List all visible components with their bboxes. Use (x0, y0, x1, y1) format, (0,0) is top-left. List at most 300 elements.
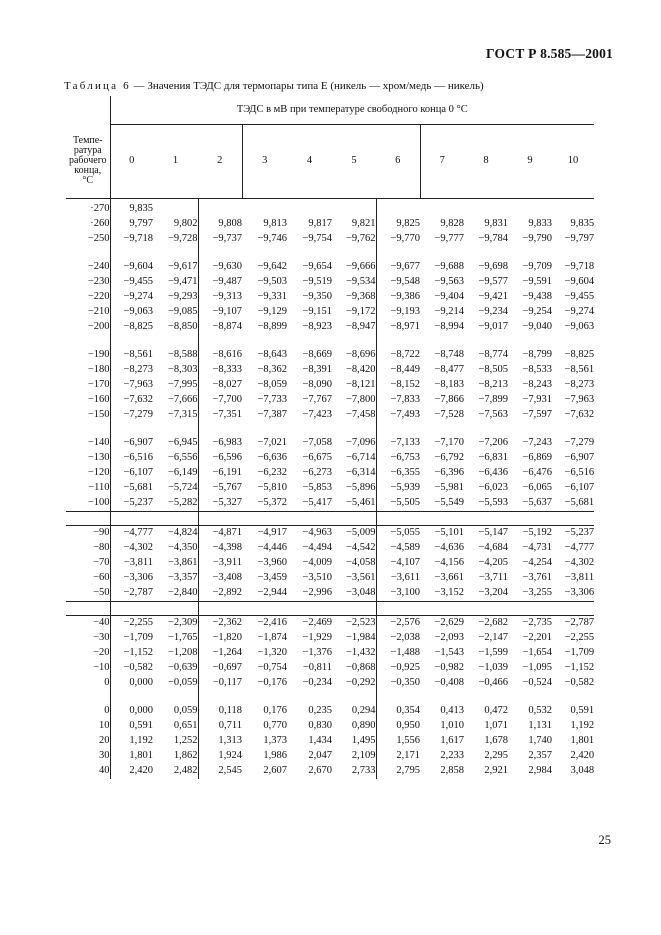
emf-cell: 1,071 (484, 719, 508, 731)
emf-cell: −9,688 (434, 260, 464, 272)
emf-cell: −9,728 (167, 232, 198, 244)
separator-cell (376, 335, 420, 348)
separator-cell (420, 601, 464, 615)
column-header: 9 (508, 125, 552, 199)
temperature-cell: −50 (66, 586, 110, 602)
separator-cell (552, 335, 594, 348)
emf-cell: −4,636 (434, 541, 464, 553)
temperature-cell: −90 (66, 525, 110, 541)
temperature-cell: −140 (66, 436, 110, 451)
temperature-cell: −220 (66, 290, 110, 305)
separator-cell (110, 423, 153, 436)
emf-cell: 9,831 (484, 217, 508, 229)
emf-cell: −0,524 (522, 676, 552, 688)
emf-cell: −9,534 (345, 275, 376, 287)
emf-cell: −7,387 (257, 408, 287, 420)
emf-cell: 9,813 (263, 217, 287, 229)
separator-cell (287, 335, 332, 348)
table-row (66, 232, 594, 247)
emf-cell: −6,107 (123, 466, 153, 478)
emf-cell: −9,172 (345, 305, 376, 317)
emf-cell: −9,630 (198, 260, 242, 275)
emf-cell (153, 198, 198, 217)
table-row (66, 676, 594, 691)
emf-cell: 9,835 (129, 202, 153, 214)
emf-cell: −1,152 (564, 661, 595, 673)
emf-cell: −5,055 (376, 525, 420, 541)
emf-cell: 0,059 (173, 704, 198, 716)
separator-cell (376, 511, 420, 525)
emf-cell: 0,890 (351, 719, 376, 731)
emf-cell: 1,434 (308, 734, 332, 746)
emf-cell: −7,315 (167, 408, 198, 420)
temperature-cell: −190 (66, 348, 110, 363)
emf-cell: −1,874 (257, 631, 287, 643)
emf-cell: −3,357 (167, 571, 198, 583)
emf-cell: −6,476 (522, 466, 552, 478)
emf-cell: −1,599 (478, 646, 508, 658)
emf-cell: −4,824 (167, 526, 198, 538)
temperature-cell: −160 (66, 393, 110, 408)
emf-cell: −7,733 (257, 393, 287, 405)
emf-cell: −2,682 (478, 616, 508, 628)
emf-cell: −9,577 (478, 275, 508, 287)
separator-cell (287, 601, 332, 615)
column-header: 5 (332, 125, 376, 199)
emf-cell: −1,432 (345, 646, 376, 658)
emf-cell: −1,320 (257, 646, 287, 658)
temperature-cell: −250 (66, 232, 110, 247)
emf-cell: −7,279 (123, 408, 153, 420)
emf-cell: 2,233 (440, 749, 464, 761)
emf-cell: −7,096 (345, 436, 376, 448)
separator-cell (376, 691, 420, 704)
emf-cell: −5,549 (434, 496, 464, 508)
table-row (66, 615, 594, 631)
temperature-cell: −100 (66, 496, 110, 512)
emf-cell: −6,273 (302, 466, 332, 478)
emf-cell: −8,152 (376, 378, 420, 393)
emf-cell: −2,735 (522, 616, 552, 628)
emf-cell: −1,208 (167, 646, 198, 658)
temperature-header-line: °С (82, 175, 94, 186)
temperature-cell: 10 (66, 719, 110, 734)
emf-cell: −6,983 (198, 436, 242, 451)
emf-cell: −9,718 (564, 260, 595, 272)
table-row (66, 541, 594, 556)
emf-cell: −2,201 (522, 631, 552, 643)
emf-cell: −9,591 (522, 275, 552, 287)
emf-cell: −3,152 (434, 586, 464, 598)
emf-cell: −5,981 (434, 481, 464, 493)
emf-cell: 0,950 (376, 719, 420, 734)
emf-cell: −8,243 (522, 378, 552, 390)
separator-cell (110, 511, 153, 525)
emf-cell: −6,596 (198, 451, 242, 466)
emf-cell: −9,151 (302, 305, 332, 317)
emf-cell: −8,090 (302, 378, 332, 390)
emf-cell: −7,170 (434, 436, 464, 448)
emf-cell: −2,255 (564, 631, 595, 643)
emf-cell: −0,292 (345, 676, 376, 688)
emf-cell: −5,767 (198, 481, 242, 496)
emf-cell: −4,156 (434, 556, 464, 568)
separator-cell (332, 423, 376, 436)
emf-cell: 0,651 (173, 719, 198, 731)
emf-cell: −8,561 (123, 348, 153, 360)
emf-cell: 9,797 (129, 217, 153, 229)
emf-cell: −9,718 (123, 232, 153, 244)
emf-cell: −7,833 (376, 393, 420, 408)
table-row (66, 305, 594, 320)
separator-cell (153, 423, 198, 436)
temperature-cell: −210 (66, 305, 110, 320)
emf-cell (242, 198, 287, 217)
emf-cell (198, 198, 242, 217)
separator-cell (153, 601, 198, 615)
emf-cell: −8,971 (376, 320, 420, 335)
emf-cell: 1,495 (351, 734, 376, 746)
emf-cell: −9,604 (564, 275, 595, 287)
emf-cell: −4,302 (564, 556, 595, 568)
emf-cell: −4,917 (257, 526, 287, 538)
emf-cell: −7,963 (123, 378, 153, 390)
emf-cell: −9,677 (376, 260, 420, 275)
temperature-cell: −150 (66, 408, 110, 423)
emf-cell: −8,420 (345, 363, 376, 375)
emf-cell: −2,576 (376, 615, 420, 631)
separator-cell (332, 335, 376, 348)
emf-cell: −3,761 (522, 571, 552, 583)
emf-cell: −8,616 (198, 348, 242, 363)
emf-cell: −2,362 (198, 615, 242, 631)
emf-cell: 1,740 (528, 734, 552, 746)
emf-cell: −6,355 (376, 466, 420, 481)
emf-cell: −6,556 (167, 451, 198, 463)
emf-cell: 0,000 (129, 704, 153, 716)
emf-cell: −4,446 (257, 541, 287, 553)
separator-cell (153, 247, 198, 260)
emf-cell: −8,774 (478, 348, 508, 360)
emf-cell: −2,996 (302, 586, 332, 598)
emf-cell: −9,737 (198, 232, 242, 247)
emf-cell: −8,923 (302, 320, 332, 332)
emf-cell: −3,255 (522, 586, 552, 598)
table-row (66, 704, 594, 719)
emf-cell: −6,636 (257, 451, 287, 463)
emf-cell: −5,237 (123, 496, 153, 508)
emf-cell: −8,669 (302, 348, 332, 360)
emf-cell: −5,637 (522, 496, 552, 508)
temperature-cell: −30 (66, 631, 110, 646)
temperature-header-line: Темпе- (72, 135, 103, 146)
emf-cell: −3,611 (376, 571, 420, 586)
separator-cell (332, 601, 376, 615)
emf-cell: −9,777 (434, 232, 464, 244)
emf-cell: −1,654 (522, 646, 552, 658)
emf-cell: 1,986 (263, 749, 287, 761)
emf-cell: −6,792 (434, 451, 464, 463)
table-row (66, 525, 594, 541)
emf-cell: −9,350 (302, 290, 332, 302)
table-row (66, 290, 594, 305)
table-caption (64, 80, 484, 92)
emf-cell: −6,675 (302, 451, 332, 463)
emf-cell: −7,700 (198, 393, 242, 408)
emf-cell: −9,214 (434, 305, 464, 317)
emf-cell: −8,696 (345, 348, 376, 360)
emf-cell: −9,313 (198, 290, 242, 305)
emf-cell: −5,101 (434, 526, 464, 538)
emf-cell: 0,413 (440, 704, 464, 716)
emf-cell: −1,376 (302, 646, 332, 658)
table-caption-text: — Значения ТЭДС для термопары типа Е (никель — хром/медь — никель) (130, 80, 484, 92)
emf-cell: 3,048 (570, 764, 595, 776)
emf-cell: 2,420 (570, 749, 595, 761)
emf-cell: −7,632 (123, 393, 153, 405)
emf-cell: −0,117 (198, 676, 242, 691)
emf-cell: −6,232 (257, 466, 287, 478)
emf-cell: 2,858 (440, 764, 464, 776)
separator-cell (420, 691, 464, 704)
emf-cell: −5,681 (123, 481, 153, 493)
emf-cell: −9,040 (522, 320, 552, 332)
emf-cell: −0,176 (257, 676, 287, 688)
table-row (66, 481, 594, 496)
separator-cell (287, 691, 332, 704)
emf-cell: 1,192 (570, 719, 595, 731)
emf-cell: −5,237 (564, 526, 595, 538)
emf-cell: −5,810 (257, 481, 287, 493)
emf-cell: 1,556 (376, 734, 420, 749)
emf-cell: −8,825 (123, 320, 153, 332)
emf-cell: −7,351 (198, 408, 242, 423)
emf-cell: 1,373 (263, 734, 287, 746)
emf-cell: −1,039 (478, 661, 508, 673)
emf-cell: 1,862 (173, 749, 198, 761)
emf-cell: −9,085 (167, 305, 198, 317)
emf-cell: −9,438 (522, 290, 552, 302)
emf-cell: 0,354 (376, 704, 420, 719)
separator-cell (508, 423, 552, 436)
emf-cell: 0,235 (308, 704, 332, 716)
emf-cell: 9,817 (308, 217, 332, 229)
emf-cell: −9,654 (302, 260, 332, 272)
emf-cell: −3,306 (123, 571, 153, 583)
emf-cell: −7,206 (478, 436, 508, 448)
emf-cell: −5,417 (302, 496, 332, 508)
table-row (66, 661, 594, 676)
separator-cell (242, 423, 287, 436)
temperature-cell: −120 (66, 466, 110, 481)
separator-cell (464, 511, 508, 525)
emf-cell: 1,617 (440, 734, 464, 746)
emf-cell: −2,787 (123, 586, 153, 598)
standard-header: ГОСТ Р 8.585—2001 (486, 46, 613, 61)
emf-cell: −7,243 (522, 436, 552, 448)
emf-cell: 2,047 (308, 749, 332, 761)
table-row (66, 436, 594, 451)
table-row (66, 198, 594, 217)
separator-cell (552, 247, 594, 260)
emf-cell: 0,176 (263, 704, 287, 716)
emf-cell: −5,724 (167, 481, 198, 493)
emf-cell: −3,661 (434, 571, 464, 583)
temperature-cell: −130 (66, 451, 110, 466)
emf-cell: −6,191 (198, 466, 242, 481)
emf-cell: 9,821 (351, 217, 376, 229)
table-row (66, 719, 594, 734)
separator-cell (552, 691, 594, 704)
emf-cell: −5,505 (376, 496, 420, 512)
separator-cell (332, 247, 376, 260)
emf-cell: −0,350 (376, 676, 420, 691)
separator-cell (198, 601, 242, 615)
emf-cell: −0,234 (302, 676, 332, 688)
column-header: 7 (420, 125, 464, 199)
emf-cell: −6,907 (123, 436, 153, 448)
emf-cell: −3,459 (257, 571, 287, 583)
emf-cell: −5,939 (376, 481, 420, 496)
emf-cell: −9,404 (434, 290, 464, 302)
emf-cell: −6,149 (167, 466, 198, 478)
column-header: 3 (242, 125, 287, 199)
emf-cell: −8,333 (198, 363, 242, 378)
table-row (66, 408, 594, 423)
emf-cell: −0,639 (167, 661, 198, 673)
emf-cell: −8,059 (257, 378, 287, 390)
emf-cell: −9,709 (522, 260, 552, 272)
emf-cell: −5,327 (198, 496, 242, 512)
emf-cell: 2,171 (376, 749, 420, 764)
emf-cell: −9,331 (257, 290, 287, 302)
emf-cell: −7,493 (376, 408, 420, 423)
emf-cell: 9,833 (528, 217, 552, 229)
separator-cell (508, 691, 552, 704)
thermo-emf-table (66, 96, 594, 779)
emf-cell: −1,543 (434, 646, 464, 658)
separator-cell (198, 691, 242, 704)
emf-cell: −2,093 (434, 631, 464, 643)
separator-cell (66, 423, 110, 436)
emf-cell: −3,510 (302, 571, 332, 583)
emf-cell: 2,357 (528, 749, 552, 761)
emf-cell: −9,746 (257, 232, 287, 244)
emf-cell: −5,282 (167, 496, 198, 508)
emf-cell: −4,871 (198, 525, 242, 541)
separator-cell (552, 423, 594, 436)
emf-cell: −4,731 (522, 541, 552, 553)
emf-cell: −1,765 (167, 631, 198, 643)
emf-cell: −4,777 (564, 541, 595, 553)
emf-cell: −5,681 (564, 496, 595, 508)
emf-cell: −2,629 (434, 616, 464, 628)
emf-cell: −4,205 (478, 556, 508, 568)
emf-cell (332, 198, 376, 217)
group-separator (66, 423, 594, 436)
emf-cell: −9,368 (345, 290, 376, 302)
separator-cell (464, 247, 508, 260)
group-separator (66, 335, 594, 348)
emf-cell (552, 198, 594, 217)
separator-cell (508, 247, 552, 260)
emf-cell: −9,770 (376, 232, 420, 247)
emf-cell: −8,477 (434, 363, 464, 375)
emf-cell: 1,010 (440, 719, 464, 731)
separator-cell (110, 691, 153, 704)
emf-cell: −4,009 (302, 556, 332, 568)
separator-cell (242, 335, 287, 348)
emf-cell: 0,770 (263, 719, 287, 731)
emf-cell: −2,038 (376, 631, 420, 646)
emf-cell: −9,471 (167, 275, 198, 287)
emf-cell: −0,868 (345, 661, 376, 673)
emf-cell: 2,984 (528, 764, 552, 776)
emf-cell: −9,617 (167, 260, 198, 272)
emf-cell: −9,604 (123, 260, 153, 272)
emf-cell: −9,129 (257, 305, 287, 317)
emf-cell: 9,835 (570, 217, 595, 229)
emf-cell: −0,408 (434, 676, 464, 688)
emf-cell: 2,420 (129, 764, 153, 776)
temperature-cell: −10 (66, 661, 110, 676)
emf-cell: −8,273 (123, 363, 153, 375)
emf-cell: −0,697 (198, 661, 242, 676)
emf-cell: 1,192 (129, 734, 153, 746)
emf-cell: −6,753 (376, 451, 420, 466)
separator-cell (420, 335, 464, 348)
emf-cell (376, 198, 420, 217)
separator-cell (66, 511, 110, 525)
emf-cell: −9,455 (123, 275, 153, 287)
emf-cell: −2,840 (167, 586, 198, 598)
table-row (66, 260, 594, 275)
temperature-cell: −80 (66, 541, 110, 556)
emf-cell: −7,423 (302, 408, 332, 420)
emf-cell: −3,811 (564, 571, 595, 583)
emf-cell: 1,924 (198, 749, 242, 764)
emf-cell: −2,309 (167, 616, 198, 628)
emf-cell: 0,118 (198, 704, 242, 719)
emf-cell: −5,896 (345, 481, 376, 493)
emf-cell: −6,831 (478, 451, 508, 463)
separator-cell (242, 601, 287, 615)
group-separator (66, 511, 594, 525)
emf-cell: 1,252 (173, 734, 198, 746)
emf-cell: −9,698 (478, 260, 508, 272)
emf-cell: 0,472 (484, 704, 508, 716)
emf-cell: −8,183 (434, 378, 464, 390)
emf-cell: 1,801 (129, 749, 153, 761)
emf-cell: 2,607 (263, 764, 287, 776)
temperature-cell: −240 (66, 260, 110, 275)
table-row (66, 320, 594, 335)
emf-cell: 9,802 (173, 217, 198, 229)
emf-cell: −3,861 (167, 556, 198, 568)
emf-cell: −0,982 (434, 661, 464, 673)
table-row (66, 466, 594, 481)
emf-cell: −1,984 (345, 631, 376, 643)
emf-cell: −6,907 (564, 451, 595, 463)
emf-cell: −6,516 (564, 466, 595, 478)
emf-cell: 2,545 (198, 764, 242, 779)
emf-cell: −9,063 (564, 320, 595, 332)
emf-cell: −5,147 (478, 526, 508, 538)
emf-cell: 9,828 (440, 217, 464, 229)
emf-cell: −4,398 (198, 541, 242, 556)
emf-cell: 2,109 (351, 749, 376, 761)
separator-cell (552, 601, 594, 615)
